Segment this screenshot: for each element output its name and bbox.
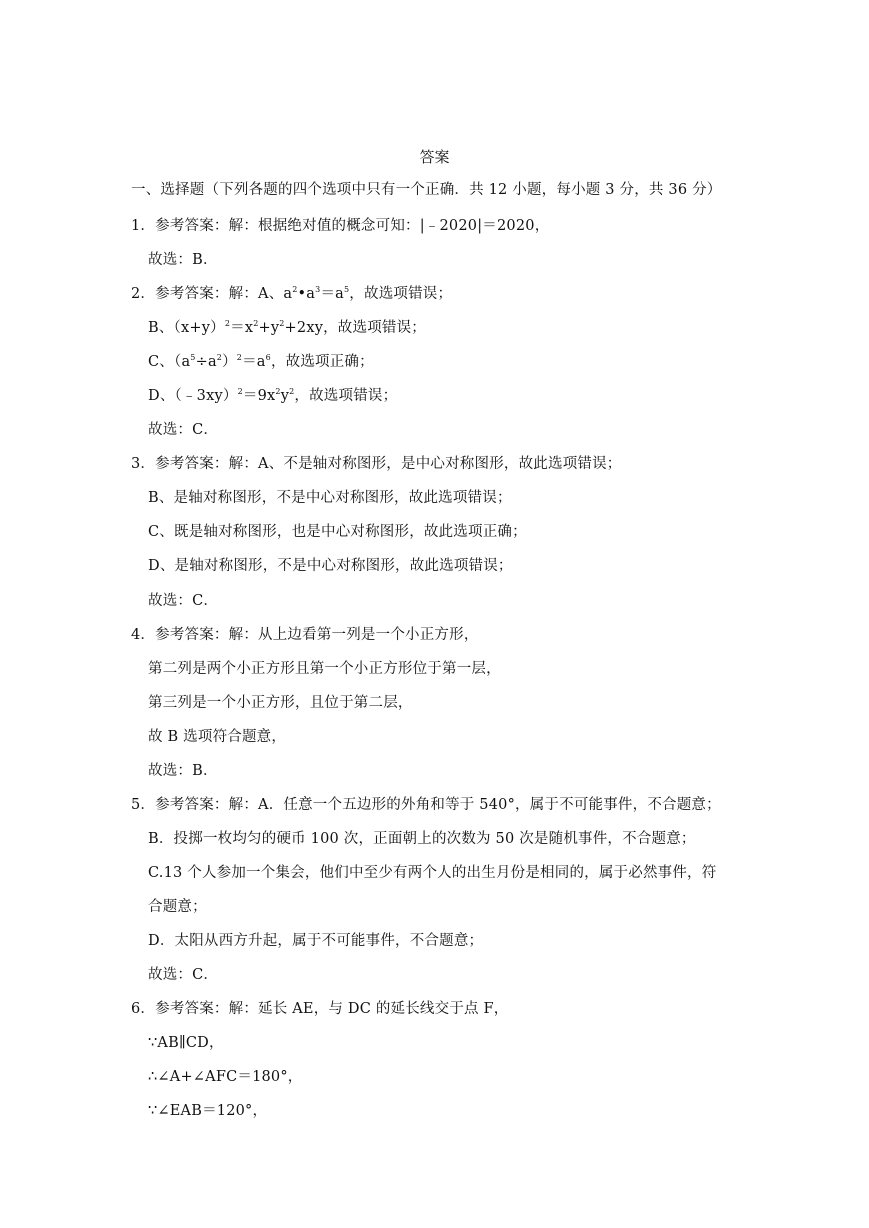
q2-line-5: 故选：C． (148, 422, 219, 438)
q4-line-2: 第二列是两个小正方形且第一个小正方形位于第一层， (148, 661, 501, 677)
q5-line-1: 5．参考答案：解：A．任意一个五边形的外角和等于 540°，属于不可能事件，不合题意； (131, 797, 721, 813)
q5-line-2: B．投掷一枚均匀的硬币 100 次，正面朝上的次数为 50 次是随机事件，不合题意； (148, 831, 696, 847)
q5-line-3: C.13 个人参加一个集会，他们中至少有两个人的出生月份是相同的，属于必然事件，符 (148, 865, 717, 881)
q2-line-1: 2．参考答案：解：A、$a^2•a^3=a^5$，故选项错误； (131, 285, 453, 302)
q6-line-3: ∴∠A+∠AFC＝180°， (148, 1069, 303, 1085)
q3-line-3: C、既是轴对称图形，也是中心对称图形，故此选项正确； (148, 524, 527, 540)
q3-line-2: B、是轴对称图形，不是中心对称图形，故此选项错误； (148, 490, 512, 506)
q1-line-2: 故选：B． (148, 252, 218, 268)
q4-line-1: 4．参考答案：解：从上边看第一列是一个小正方形， (131, 627, 479, 643)
section-heading: 一、选择题（下列各题的四个选项中只有一个正确．共 12 小题，每小题 3 分，共 36 分） (131, 182, 722, 198)
q1-line-1: 1．参考答案：解：根据绝对值的概念可知：|﹣2020|＝2020， (131, 218, 550, 234)
q6-line-4: ∵∠EAB＝120°， (148, 1103, 268, 1119)
q3-line-4: D、是轴对称图形，不是中心对称图形，故此选项错误； (148, 558, 513, 574)
q6-line-1: 6．参考答案：解：延长 AE，与 DC 的延长线交于点 F， (131, 1001, 509, 1017)
q4-line-4: 故 B 选项符合题意， (148, 729, 287, 745)
q4-line-5: 故选：B． (148, 763, 218, 779)
q5-line-6: 故选：C． (148, 967, 219, 983)
q3-line-5: 故选：C． (148, 593, 219, 609)
q5-line-5: D．太阳从西方升起，属于不可能事件，不合题意； (148, 933, 484, 949)
q2-line-4: D、$(﹣3xy)^2=9x^2y^2$，故选项错误； (148, 387, 398, 404)
q2-line-3: C、$(a^5\div a^2)^2=a^6$，故选项正确； (148, 353, 374, 370)
q6-line-2: ∵AB∥CD， (148, 1035, 224, 1051)
page-title: 答案 (419, 148, 450, 166)
q5-line-4: 合题意； (148, 899, 207, 915)
q4-line-3: 第三列是一个小正方形，且位于第二层， (148, 695, 413, 711)
q2-line-2: B、$(x+y)^2=x^2+y^2+2xy$，故选项错误； (148, 319, 426, 336)
q3-line-1: 3．参考答案：解：A、不是轴对称图形，是中心对称图形，故此选项错误； (131, 456, 622, 472)
